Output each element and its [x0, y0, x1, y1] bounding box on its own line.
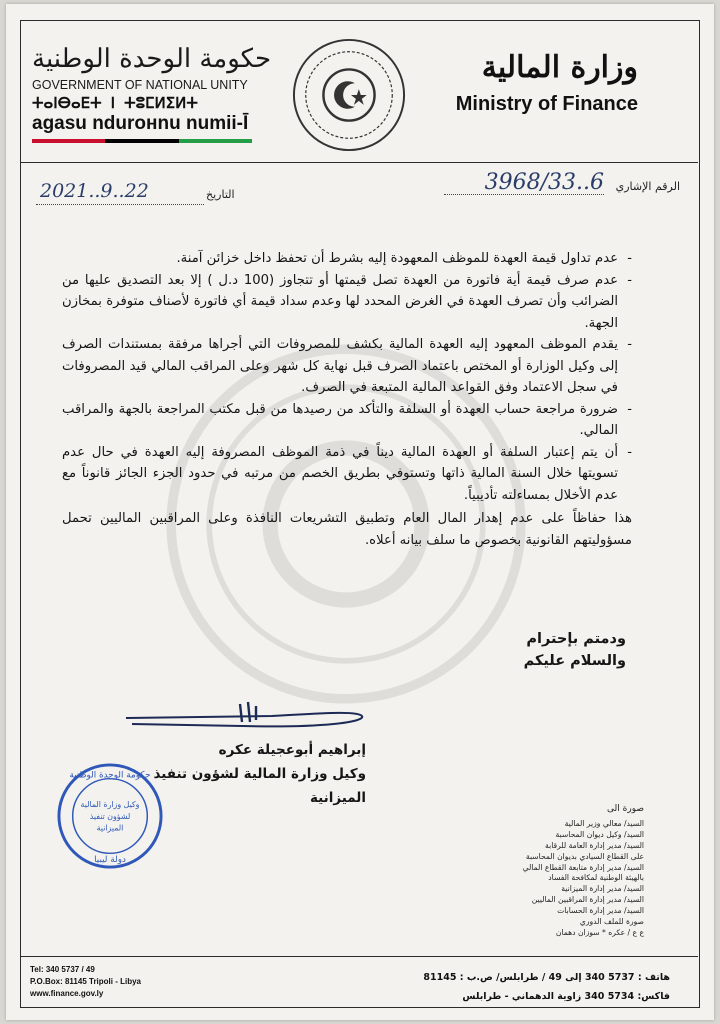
list-item: ع ع / عكره * سوزان دهمان: [555, 927, 644, 937]
government-name-berber: agasu ndurонnu numii-Ī: [32, 113, 249, 134]
date-dotted-line: [36, 204, 204, 205]
footer-tel: Tel: 340 5737 / 49: [30, 965, 95, 974]
reference-label: الرقم الإشاري: [615, 180, 680, 193]
ministry-seal-icon: [290, 36, 408, 154]
list-item: على القطاع السيادي بديوان المحاسبة: [525, 851, 644, 861]
instructions-list: [62, 248, 632, 506]
regards-line-2: والسلام عليكم: [523, 653, 626, 669]
government-block: [32, 44, 292, 143]
signer-title: وكيل وزارة المالية لشؤون تنفيذ الميزانية: [153, 766, 366, 806]
footer-pobox: P.O.Box: 81145 Tripoli - Libya: [30, 977, 142, 986]
government-name-arabic: حكومة الوحدة الوطنية: [32, 44, 272, 74]
reference-number: 3968/33..6: [484, 170, 604, 195]
official-stamp-icon: [56, 762, 164, 870]
list-item: - أن يتم إعتبار السلفة أو العهدة المالية ديناً في ذمة الموظف المصروفة إليه العهدة في حال عدم تسويتها خلال السنة المالية ذاتها وتستوفي بطريق الخصم من مرتبه في حدود الجزء الجائز قانوناً مع عدم الأخلال بمساءلته تأديبياً.: [62, 442, 632, 507]
government-name-english: GOVERNMENT OF NATIONAL UNITY: [32, 78, 248, 92]
flag-color-bar: [32, 139, 252, 143]
date-label: التاريخ: [206, 188, 235, 201]
list-item: بالهيئة الوطنية لمكافحة الفساد: [548, 873, 644, 883]
stamp-line-1: وكيل وزارة المالية: [80, 800, 140, 810]
flag-black-stripe: [105, 139, 178, 143]
header-divider: [20, 162, 698, 163]
flag-green-stripe: [179, 139, 252, 143]
date-value: 2021..9..22: [40, 180, 149, 202]
list-item: السيد/ مدير إدارة المراقبين الماليين: [531, 895, 644, 905]
copies-list: [414, 804, 644, 939]
government-name-tifinagh: ⵜⴰⵏⴱⴰⴹⵜ ⵏ ⵜⵓⵎⵍⵉⵍⵜ: [32, 94, 198, 112]
list-item: - يقدم الموظف المعهود إليه العهدة المالية بكشف للمصروفات التي أجراها مرفقة بمستندات الصرف إلى وكيل الوزارة أو المختص باعتماد الصرف قبل نهاية كل شهر وعلى المراقب المالي قيد المصروفات في سجل الاعتماد وفق القواعد المالية المتبعة في الصرف.: [62, 334, 632, 399]
handwritten-signature-icon: [122, 696, 372, 736]
list-item: السيد/ مدير إدارة العامة للرقابة: [545, 840, 644, 850]
signer-name: إبراهيم أبوعجيلة عكره: [218, 742, 366, 758]
stamp-line-2: لشؤون تنفيذ: [89, 811, 131, 821]
list-item: السيد/ معالي وزير المالية: [564, 818, 644, 828]
ministry-block: [418, 50, 638, 116]
list-item: - عدم صرف قيمة أية فاتورة من العهدة تصل قيمتها أو تتجاوز (100 د.ل ) إلا بعد التصديق عليها من الضرائب وأن تصرف العهدة في الغرض المحدد لها وعدم سداد قيمة أي فاتورة لأصناف متوفرة بمخازن الجهة.: [62, 270, 632, 335]
regards-line-1: ودمتم بإحترام: [526, 631, 626, 647]
reference-dotted-line: [444, 194, 604, 195]
stamp-top-text: حكومة الوحدة الوطنية: [69, 770, 151, 781]
list-item: - ضرورة مراجعة حساب العهدة أو السلفة والتأكد من رصيدها من قبل مكتب المراجعة بالجهة والمراقب المالي.: [62, 399, 632, 442]
letter-page: [6, 4, 714, 1020]
footer-fax-arabic: فاكس: 5734 340 زاوية الدهماني - طرابلس: [462, 991, 670, 1002]
copies-title: صورة الى: [607, 804, 644, 814]
footer-website: www.finance.gov.ly: [30, 989, 104, 998]
footer-contact-arabic: [370, 968, 670, 1006]
letter-body: [62, 248, 632, 551]
closing-paragraph: هذا حفاظاً على عدم إهدار المال العام وتطبيق التشريعات النافذة وعلى المراقبين الماليين تحمل مسؤوليتهم القانونية بخصوص ما سلف بيانه أعلاه.: [62, 511, 632, 548]
list-item: السيد/ وكيل ديوان المحاسبة: [555, 829, 644, 839]
list-item: السيد/ مدير إدارة متابعة القطاع المالي: [522, 862, 644, 872]
stamp-line-3: الميزانية: [96, 823, 124, 833]
list-item: السيد/ مدير إدارة الحسابات: [557, 906, 644, 916]
ministry-name-arabic: وزارة المالية: [481, 50, 638, 85]
list-item: - عدم تداول قيمة العهدة للموظف المعهودة إليه بشرط أن تحفظ داخل خزائن آمنة.: [62, 248, 632, 270]
flag-red-stripe: [32, 139, 105, 143]
regards-block: [326, 628, 626, 672]
footer-contact-english: [30, 964, 141, 1000]
stamp-bottom-text: دولة ليبيا: [94, 855, 126, 866]
footer-divider: [20, 956, 698, 957]
ministry-name-english: Ministry of Finance: [455, 93, 638, 115]
list-item: صورة للملف الدوري: [579, 917, 644, 927]
footer-phone-arabic: هاتف : 5737 340 إلى 49 / طرابلس/ ص.ب : 81145: [423, 972, 670, 983]
list-item: السيد/ مدير إدارة الميزانية: [561, 884, 644, 894]
